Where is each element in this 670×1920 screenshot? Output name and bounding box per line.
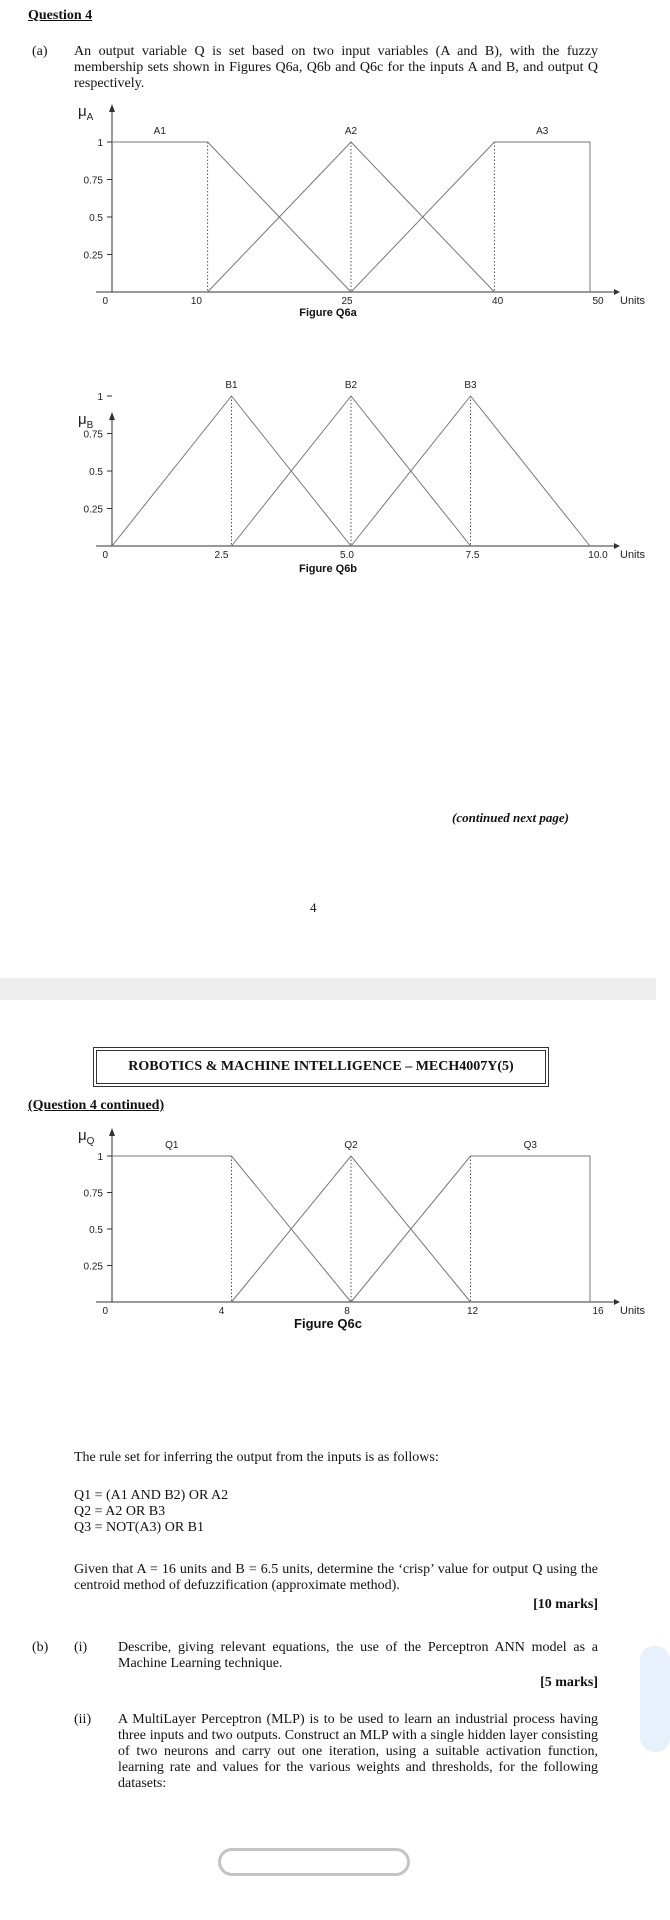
- part-b-label: (b): [32, 1640, 49, 1655]
- x-axis-label: Units: [620, 295, 646, 307]
- rule-intro: The rule set for inferring the output from the inputs is as follows:: [74, 1450, 439, 1465]
- part-b-ii-text: A MultiLayer Perceptron (MLP) is to be used to learn an industrial process having three inputs and two outputs. Construct an MLP with a single hidden layer consisting of two neurons and carry out one iteration, using a suitable activation function, learning rate and values for the various weights and thresholds, for the following datasets:: [118, 1712, 598, 1791]
- continued-note: (continued next page): [452, 810, 569, 825]
- rule-item-q1: Q1 = (A1 AND B2) OR A2: [74, 1488, 229, 1503]
- x-tick-label: 7.5: [465, 550, 480, 561]
- figure-caption: Figure Q6a: [299, 307, 357, 319]
- series-label-a3: A3: [536, 126, 549, 137]
- y-axis-arrow: [109, 412, 115, 420]
- y-tick-label: 0.5: [89, 213, 103, 224]
- given-text: Given that A = 16 units and B = 6.5 units, determine the ‘crisp’ value for output Q using the centroid method of defuzzification (approximate method).: [74, 1562, 598, 1593]
- y-axis-arrow: [109, 104, 115, 112]
- series-label-q2: Q2: [344, 1140, 358, 1151]
- y-tick-label: 0.75: [83, 429, 103, 441]
- series-a3: [351, 142, 590, 292]
- x-tick-label: 0: [102, 550, 108, 561]
- question-heading: Question 4: [28, 8, 93, 23]
- y-tick-label: 1: [97, 1152, 103, 1163]
- x-axis-label: Units: [620, 549, 646, 561]
- rule-list: [74, 1488, 228, 1536]
- series-label-a1: A1: [153, 126, 166, 137]
- part-a-label: (a): [32, 44, 48, 59]
- x-tick-label: 4: [218, 1306, 225, 1317]
- part-a-text: An output variable Q is set based on two input variables (A and B), with the fuzzy membership sets shown in Figures Q6a, Q6b and Q6c for the inputs A and B, and output Q respectively.: [74, 44, 598, 91]
- side-panel-tab[interactable]: [640, 1646, 670, 1752]
- figure-q6a-chart: [0, 100, 656, 400]
- x-tick-label: 25: [341, 296, 353, 307]
- figure-q6b-chart: [0, 380, 656, 708]
- y-tick-label: 1: [97, 138, 103, 149]
- series-label-b2: B2: [344, 380, 358, 391]
- series-label-q1: Q1: [165, 1140, 179, 1151]
- y-tick-label: 1: [97, 392, 103, 403]
- marks-part-a: [10 marks]: [533, 1597, 598, 1612]
- x-tick-label: 40: [492, 296, 504, 307]
- x-tick-label: 0: [102, 1306, 108, 1317]
- series-label-b1: B1: [225, 380, 238, 391]
- x-tick-label: 16: [592, 1306, 604, 1317]
- x-tick-label: 5.0: [340, 550, 354, 561]
- y-tick-label: 0.75: [83, 1188, 103, 1200]
- series-label-b3: B3: [464, 380, 477, 391]
- x-tick-label: 0: [102, 296, 108, 307]
- y-tick-label: 0.25: [83, 1261, 103, 1273]
- series-label-q3: Q3: [523, 1140, 537, 1151]
- page-divider: [0, 978, 656, 1000]
- x-tick-label: 8: [344, 1306, 350, 1317]
- page-number: 4: [310, 900, 317, 915]
- part-b-i-label: (i): [74, 1640, 88, 1655]
- scroll-indicator[interactable]: [218, 1848, 410, 1876]
- continued-heading: (Question 4 continued): [28, 1098, 165, 1113]
- y-tick-label: 0.5: [89, 467, 103, 478]
- x-tick-label: 10: [190, 296, 202, 307]
- part-b-ii-label: (ii): [74, 1712, 92, 1727]
- x-tick-label: 10.0: [588, 550, 608, 561]
- course-banner: ROBOTICS & MACHINE INTELLIGENCE – MECH4007Y(5): [96, 1050, 546, 1084]
- figure-q6c-chart: [0, 1124, 656, 1444]
- y-axis-label: $\mu_A$: [78, 103, 94, 123]
- y-axis-label: $\mu_Q$: [78, 1127, 95, 1147]
- y-axis-arrow: [109, 1128, 115, 1136]
- y-tick-label: 0.5: [89, 1225, 103, 1236]
- y-tick-label: 0.25: [83, 504, 103, 516]
- rule-item-q2: Q2 = A2 OR B3: [74, 1504, 166, 1519]
- rule-item-q3: Q3 = NOT(A3) OR B1: [74, 1520, 204, 1535]
- figure-caption: Figure Q6c: [294, 1316, 362, 1331]
- x-tick-label: 50: [592, 296, 604, 307]
- y-axis-label: $\mu_B$: [78, 411, 94, 431]
- x-tick-label: 2.5: [214, 550, 229, 561]
- figure-caption: Figure Q6b: [298, 563, 358, 575]
- y-tick-label: 0.25: [83, 250, 103, 262]
- marks-part-b-i: [5 marks]: [540, 1675, 598, 1690]
- x-axis-label: Units: [620, 1305, 646, 1317]
- series-label-a2: A2: [344, 126, 358, 137]
- x-tick-label: 12: [466, 1306, 479, 1317]
- series-a1: [112, 142, 351, 292]
- part-b-i-text: Describe, giving relevant equations, the use of the Perceptron ANN model as a Machine Learning technique.: [118, 1640, 598, 1671]
- y-tick-label: 0.75: [83, 175, 103, 187]
